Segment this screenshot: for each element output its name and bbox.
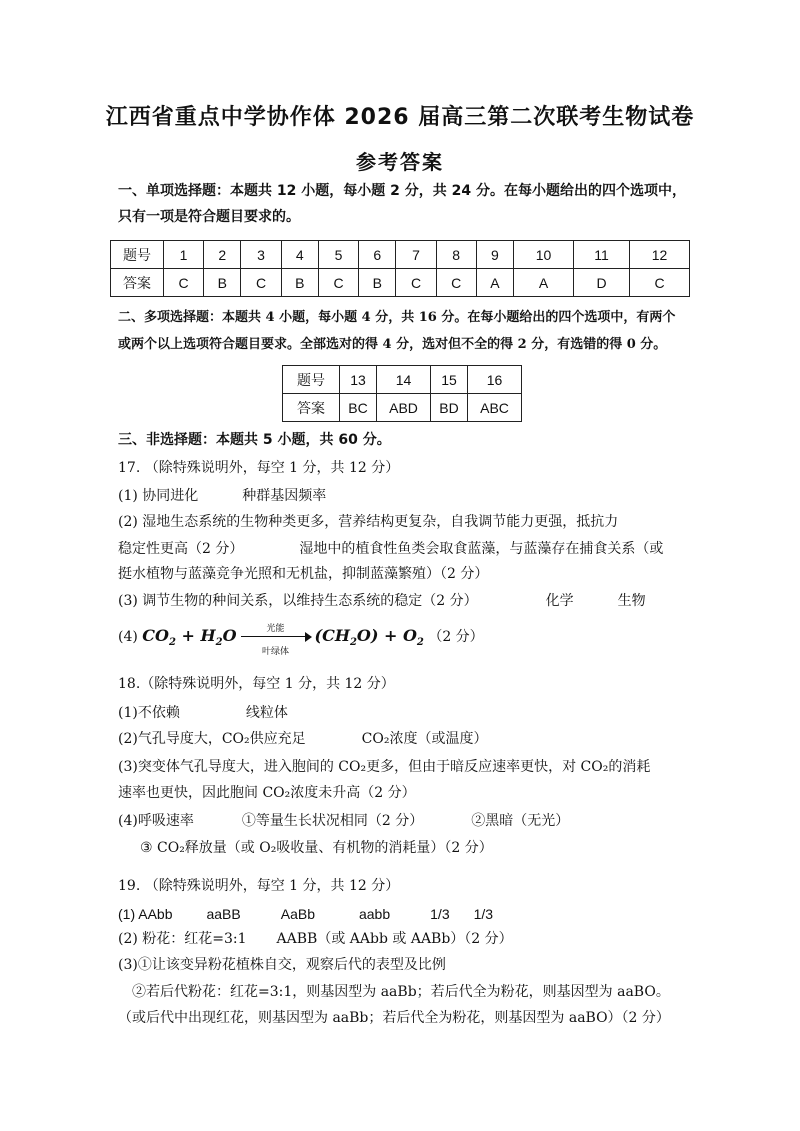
- q17-part1: (1) 协同进化 种群基因频率: [118, 488, 327, 504]
- question-cell: 8: [436, 241, 476, 269]
- q18-part1: (1)不依赖 线粒体: [118, 705, 288, 721]
- answer-cell: BD: [430, 394, 467, 422]
- single-choice-answer-table: [110, 240, 690, 297]
- q18-part3-line1: (3)突变体气孔导度大，进入胞间的 CO₂更多，但由于暗反应速率更快，对 CO₂的消耗: [118, 759, 651, 775]
- row-label-question: 题号: [283, 366, 340, 394]
- answer-cell: BC: [340, 394, 377, 422]
- answer-cell: A: [476, 269, 513, 297]
- question-cell: 12: [630, 241, 690, 269]
- answer-cell: C: [630, 269, 690, 297]
- table-row: [111, 269, 690, 297]
- table-row: [283, 394, 522, 422]
- q17-part2-line1: (2) 湿地生态系统的生物种类更多，营养结构更复杂，自我调节能力更强，抵抗力: [118, 514, 619, 530]
- answer-cell: B: [281, 269, 318, 297]
- q18-header: 18.（除特殊说明外，每空 1 分，共 12 分）: [118, 676, 395, 692]
- question-cell: 6: [359, 241, 396, 269]
- q19-part3-line3: （或后代中出现红花，则基因型为 aaBb；若后代全为粉花，则基因型为 aaBO）（2 分）: [118, 1010, 670, 1026]
- answer-cell: C: [164, 269, 204, 297]
- question-cell: 13: [340, 366, 377, 394]
- question-cell: 7: [396, 241, 436, 269]
- page-title: 江西省重点中学协作体 2026 届高三第二次联考生物试卷: [105, 105, 695, 130]
- question-cell: 5: [318, 241, 358, 269]
- q17-part2-line3: 挺水植物与蓝藻竞争光照和无机盐，抑制蓝藻繁殖）（2 分）: [118, 566, 489, 582]
- q19-part3-line2: ②若后代粉花：红花=3:1，则基因型为 aaBb；若后代全为粉花，则基因型为 aaBO。: [132, 984, 670, 1000]
- answer-cell: C: [436, 269, 476, 297]
- table-row: [111, 241, 690, 269]
- table-row: [283, 366, 522, 394]
- q18-part4-line2: ③ CO₂释放量（或 O₂吸收量、有机物的消耗量）（2 分）: [140, 840, 493, 856]
- multiple-choice-answer-table: [282, 365, 522, 422]
- q18-part2: (2)气孔导度大，CO₂供应充足 CO₂浓度（或温度）: [118, 731, 488, 747]
- q18-part3-line2: 速率也更快，因此胞间 CO₂浓度未升高（2 分）: [118, 785, 416, 801]
- question-cell: 16: [468, 366, 522, 394]
- answer-cell: ABC: [468, 394, 522, 422]
- question-cell: 2: [204, 241, 241, 269]
- answer-cell: C: [241, 269, 281, 297]
- question-cell: 15: [430, 366, 467, 394]
- page-subtitle: 参考答案: [356, 150, 444, 174]
- answer-cell: D: [573, 269, 629, 297]
- q17-part2-line2: 稳定性更高（2 分） 湿地中的植食性鱼类会取食蓝藻，与蓝藻存在捕食关系（或: [118, 541, 664, 557]
- question-cell: 11: [573, 241, 629, 269]
- q17-part3: (3) 调节生物的种间关系，以维持生态系统的稳定（2 分） 化学 生物: [118, 593, 646, 609]
- question-cell: 9: [476, 241, 513, 269]
- answer-cell: C: [318, 269, 358, 297]
- section1-heading: 一、单项选择题：本题共 12 小题，每小题 2 分，共 24 分。在每小题给出的四个选项中， 只有一项是符合题目要求的。: [118, 183, 686, 225]
- photosynthesis-equation: $CO_2 + H_2O$: [142, 626, 237, 649]
- answer-cell: C: [396, 269, 436, 297]
- answer-cell: A: [514, 269, 574, 297]
- q18-part4-line1: (4)呼吸速率 ①等量生长状况相同（2 分） ②黑暗（无光）: [118, 813, 570, 829]
- section2-heading: 二、多项选择题：本题共 4 小题，每小题 4 分，共 16 分。在每小题给出的四个选项中，有两个 或两个以上选项符合题目要求。全部选对的得 4 分，选对但不全的得 2 分，有选错的得 0 分。: [118, 310, 676, 352]
- question-cell: 10: [514, 241, 574, 269]
- section3-heading: 三、非选择题：本题共 5 小题，共 60 分。: [118, 432, 391, 448]
- answer-cell: B: [359, 269, 396, 297]
- question-cell: 3: [241, 241, 281, 269]
- row-label-answer: 答案: [283, 394, 340, 422]
- q19-header: 19. （除特殊说明外，每空 1 分，共 12 分）: [118, 878, 400, 894]
- q17-part4-equation: (4) $CO_2 + H_2O$ 光能 叶绿体 $(CH_2O) + O_2$ （2 分）: [118, 624, 484, 657]
- row-label-answer: 答案: [111, 269, 164, 297]
- question-cell: 4: [281, 241, 318, 269]
- q17-header: 17. （除特殊说明外，每空 1 分，共 12 分）: [118, 460, 400, 476]
- row-label-question: 题号: [111, 241, 164, 269]
- question-cell: 14: [377, 366, 431, 394]
- q19-part1: (1) AAbb aaBB AaBb aabb 1/3 1/3: [118, 906, 494, 922]
- question-cell: 1: [164, 241, 204, 269]
- answer-cell: B: [204, 269, 241, 297]
- answer-cell: ABD: [377, 394, 431, 422]
- reaction-arrow: 光能 叶绿体: [239, 627, 313, 647]
- q19-part2: (2) 粉花：红花=3:1 AABB（或 AAbb 或 AABb）（2 分）: [118, 931, 513, 947]
- q19-part3-line1: (3)①让该变异粉花植株自交，观察后代的表型及比例: [118, 957, 446, 973]
